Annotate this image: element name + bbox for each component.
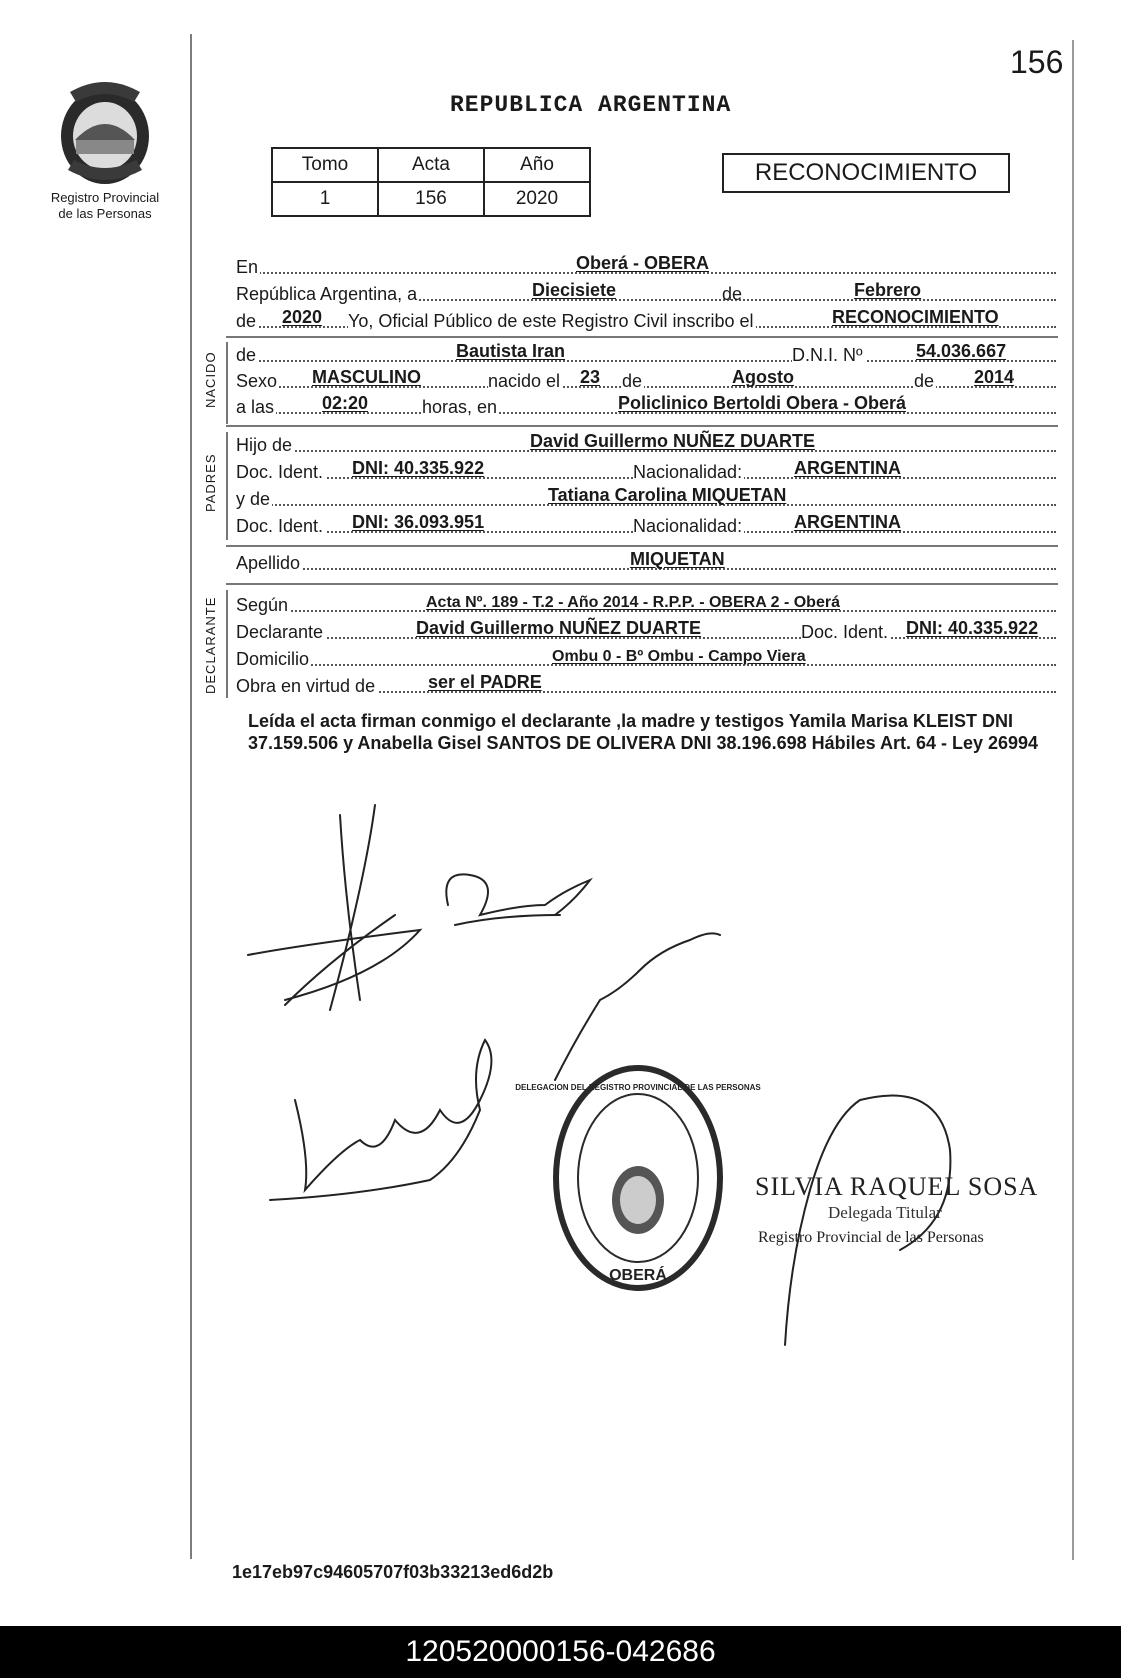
value-madre-nac: ARGENTINA (794, 512, 901, 532)
document-title: REPUBLICA ARGENTINA (450, 92, 732, 118)
row-en (236, 252, 1056, 278)
footer-barcode-text: 120520000156-042686 (0, 1626, 1121, 1678)
row-inscribo (236, 306, 1056, 332)
page-number: 156 (1010, 44, 1064, 80)
rule (226, 336, 1058, 338)
label-y-de: y de (236, 489, 271, 509)
logo-caption (30, 190, 180, 222)
row-declarante (236, 617, 1056, 643)
value-hora: 02:20 (322, 393, 369, 413)
value-padre-nac: ARGENTINA (794, 458, 901, 478)
rule (226, 583, 1058, 585)
official-name: SILVIA RAQUEL SOSA (755, 1172, 1039, 1201)
value-declarante: David Guillermo NUÑEZ DUARTE (416, 618, 702, 638)
label-horas: horas, en (422, 397, 498, 417)
label-doc-ident: Doc. Ident. (801, 622, 889, 642)
value-nombre: Bautista Iran (456, 341, 566, 361)
section-label-padres: PADRES (203, 453, 218, 512)
row-madre-doc (236, 511, 1056, 537)
label-dni: D.N.I. Nº (792, 345, 863, 365)
value-apellido: MIQUETAN (630, 549, 725, 569)
seal-city: OBERÁ (609, 1267, 667, 1284)
label-de: de (914, 371, 935, 391)
row-madre (236, 484, 1056, 510)
official-stamp (755, 1172, 1038, 1246)
logo-caption-line1: Registro Provincial (50, 190, 160, 205)
rule (226, 545, 1058, 547)
value-mes: Febrero (854, 280, 922, 300)
value-padre-doc: DNI: 40.335.922 (352, 458, 485, 478)
label-de: de (236, 311, 257, 331)
row-sexo (236, 366, 1056, 392)
value-tipo: RECONOCIMIENTO (832, 307, 999, 327)
row-nombre (236, 340, 1056, 366)
acta-header: Acta (378, 148, 484, 182)
logo-caption-line2: de las Personas (58, 206, 152, 221)
section-label-nacido: NACIDO (203, 351, 218, 408)
value-segun: Acta Nº. 189 - T.2 - Año 2014 - R.P.P. - OBERA 2 - Oberá (426, 594, 840, 611)
row-domicilio (236, 644, 1056, 670)
label-de: de (622, 371, 643, 391)
registry-seal (515, 1068, 761, 1288)
value-madre: Tatiana Carolina MIQUETAN (548, 485, 787, 505)
value-lugar: Oberá - OBERA (576, 253, 710, 273)
section-bar-nacido (226, 342, 228, 424)
label-de: de (236, 345, 257, 365)
row-padre-doc (236, 457, 1056, 483)
record-type-box: RECONOCIMIENTO (722, 153, 1010, 193)
seal-ring-text: DELEGACION DEL REGISTRO PROVINCIAL DE LAS PERSONAS (515, 1083, 761, 1092)
row-apellido (236, 548, 1056, 574)
label-de: de (722, 284, 743, 304)
value-dia: Diecisiete (532, 280, 617, 300)
label-nacionalidad: Nacionalidad: (633, 462, 743, 482)
row-padre (236, 430, 1056, 456)
label-doc-ident: Doc. Ident. (236, 462, 324, 482)
signature-declarante-stroke (285, 915, 395, 1005)
official-office: Registro Provincial de las Personas (758, 1229, 984, 1246)
label-domicilio: Domicilio (236, 649, 310, 669)
value-lugar-nac: Policlinico Bertoldi Obera - Oberá (618, 393, 907, 413)
label-apellido: Apellido (236, 553, 301, 573)
row-segun (236, 590, 1056, 616)
label-yo: Yo, Oficial Público de este Registro Civil inscribo el (348, 311, 754, 331)
tomo-header: Tomo (272, 148, 378, 182)
label-a-las: a las (236, 397, 275, 417)
value-declarante-doc: DNI: 40.335.922 (906, 618, 1039, 638)
closing-text: Leída el acta firman conmigo el declarante ,la madre y testigos Yamila Marisa KLEIST DNI 37.159.506 y Anabella Gisel SANTOS DE OLIVERA DNI 38.196.698 Hábiles Art. 64 - Ley 26994 (248, 711, 1039, 753)
signature-declarante-stroke (330, 805, 375, 1010)
value-padre: David Guillermo NUÑEZ DUARTE (530, 431, 816, 451)
tomo-value: 1 (272, 182, 378, 216)
row-hora (236, 392, 1056, 418)
left-margin-rule (190, 34, 192, 1559)
label-nacido: nacido el (488, 371, 561, 391)
signature-declarante-stroke (340, 815, 360, 1000)
row-fecha (236, 279, 1056, 305)
value-sexo: MASCULINO (312, 367, 421, 387)
label-hijo-de: Hijo de (236, 435, 293, 455)
section-bar-padres (226, 432, 228, 540)
anio-header: Año (484, 148, 590, 182)
signature-madre-stroke (446, 874, 590, 915)
label-obra: Obra en virtud de (236, 676, 376, 696)
label-segun: Según (236, 595, 289, 615)
value-nac-anio: 2014 (974, 367, 1015, 387)
signature-testigo-stroke (270, 1040, 491, 1200)
acta-value: 156 (378, 182, 484, 216)
signature-official-stroke (785, 1096, 950, 1345)
official-role: Delegada Titular (828, 1203, 942, 1222)
rule (226, 425, 1058, 427)
label-nacionalidad: Nacionalidad: (633, 516, 743, 536)
anio-value: 2020 (484, 182, 590, 216)
value-domicilio: Ombu 0 - Bº Ombu - Campo Viera (552, 648, 806, 665)
label-en: En (236, 257, 259, 277)
signature-declarante-stroke (248, 930, 420, 1000)
value-obra: ser el PADRE (428, 672, 542, 692)
value-nac-mes: Agosto (732, 367, 794, 387)
document-hash: 1e17eb97c94605707f03b33213ed6d2b (232, 1562, 554, 1582)
label-republica: República Argentina, a (236, 284, 418, 304)
value-nac-dia: 23 (580, 367, 601, 387)
province-logo (50, 78, 160, 188)
value-anio: 2020 (282, 307, 323, 327)
section-bar-declarante (226, 590, 228, 698)
label-doc-ident: Doc. Ident. (236, 516, 324, 536)
row-obra (236, 671, 1056, 697)
signature-madre-stroke (455, 915, 560, 925)
right-margin-rule (1072, 40, 1074, 1560)
value-dni: 54.036.667 (916, 341, 1007, 361)
label-declarante: Declarante (236, 622, 324, 642)
value-madre-doc: DNI: 36.093.951 (352, 512, 485, 532)
registry-table (271, 147, 591, 217)
section-label-declarante: DECLARANTE (203, 596, 218, 694)
label-sexo: Sexo (236, 371, 278, 391)
signature-testigo-stroke (555, 933, 720, 1080)
